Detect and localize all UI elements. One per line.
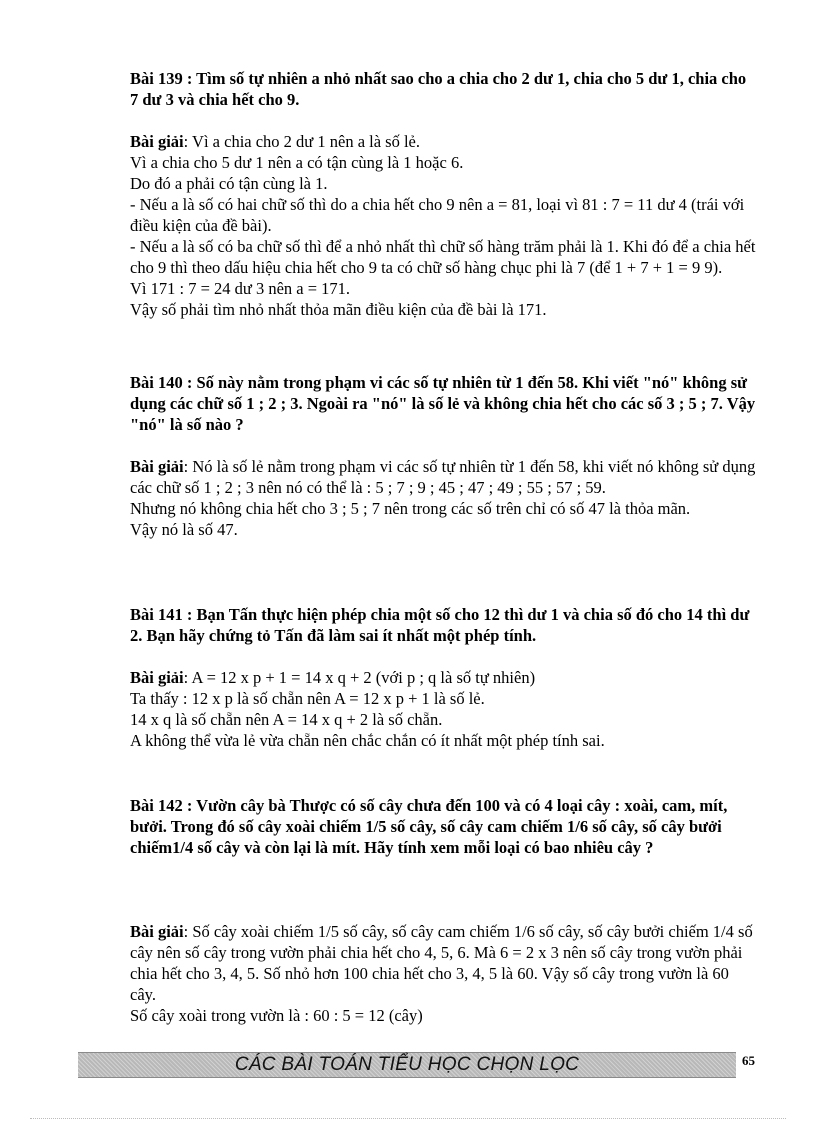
solution-line: Bài giải: A = 12 x p + 1 = 14 x q + 2 (với p ; q là số tự nhiên) <box>130 668 536 687</box>
solution-line: Do đó a phải có tận cùng là 1. <box>130 174 328 193</box>
footer-title: CÁC BÀI TOÁN TIỂU HỌC CHỌN LỌC <box>234 1054 580 1075</box>
solution-line: Bài giải: Vì a chia cho 2 dư 1 nên a là số lẻ. <box>130 132 421 151</box>
problem-heading: Bài 139 : Tìm số tự nhiên a nhỏ nhất sao cho a chia cho 2 dư 1, chia cho 5 dư 1, chia cho 7 dư 3 và chia hết cho 9. <box>130 69 747 109</box>
solution-line: Bài giải: Số cây xoài chiếm 1/5 số cây, số cây cam chiếm 1/6 số cây, số cây bưởi chiếm 1/4 số cây nên số cây trong vườn phải chia hết cho 4, 5, 6. Mà 6 = 2 x 3 nên số cây trong vườn phải chia hết cho 3, 4, 5. Số nhỏ hơn 100 chia hết cho 3, 4, 5 là 60. Vậy số cây trong vườn là 60 cây. <box>130 922 753 1004</box>
problem-140 <box>130 372 758 540</box>
solution-line: Vậy số phải tìm nhỏ nhất thỏa mãn điều kiện của đề bài là 171. <box>130 300 547 319</box>
page-number: 65 <box>742 1053 755 1068</box>
solution-line: - Nếu a là số có ba chữ số thì để a nhỏ nhất thì chữ số hàng trăm phải là 1. Khi đó để a chia hết cho 9 thì theo dấu hiệu chia hết cho 9 ta có chữ số hàng chục phi là 7 (để 1 + 7 + 1 = 9 9). <box>130 237 756 277</box>
solution-label: Bài giải <box>130 668 184 687</box>
footer-banner <box>78 1052 736 1078</box>
solution-line: Số cây xoài trong vườn là : 60 : 5 = 12 (cây) <box>130 1006 423 1025</box>
solution-line: - Nếu a là số có hai chữ số thì do a chia hết cho 9 nên a = 81, loại vì 81 : 7 = 11 dư 4 (trái với điều kiện của đề bài). <box>130 195 745 235</box>
solution-line: Vì 171 : 7 = 24 dư 3 nên a = 171. <box>130 279 351 298</box>
solution <box>130 456 758 540</box>
solution-label: Bài giải <box>130 457 184 476</box>
solution <box>130 131 758 320</box>
solution-line: Vì a chia cho 5 dư 1 nên a có tận cùng là 1 hoặc 6. <box>130 153 464 172</box>
problem-139 <box>130 68 758 320</box>
solution <box>130 921 758 1026</box>
solution-line: Bài giải: Nó là số lẻ nằm trong phạm vi các số tự nhiên từ 1 đến 58, khi viết nó không sử dụng các chữ số 1 ; 2 ; 3 nên nó có thể là : 5 ; 7 ; 9 ; 45 ; 47 ; 49 ; 55 ; 57 ; 59. <box>130 457 756 497</box>
problem-142 <box>130 795 758 1026</box>
problem-141 <box>130 604 758 751</box>
solution-line: A không thể vừa lẻ vừa chẵn nên chắc chắn có ít nhất một phép tính sai. <box>130 731 605 750</box>
solution-line: Nhưng nó không chia hết cho 3 ; 5 ; 7 nên trong các số trên chỉ có số 47 là thỏa mãn. <box>130 499 691 518</box>
problem-heading: Bài 142 : Vườn cây bà Thược có số cây chưa đến 100 và có 4 loại cây : xoài, cam, mít, bưởi. Trong đó số cây xoài chiếm 1/5 số cây, số cây cam chiếm 1/6 số cây, số cây bưởi chiếm1/4 số cây và còn lại là mít. Hãy tính xem mỗi loại có bao nhiêu cây ? <box>130 796 728 857</box>
solution-label: Bài giải <box>130 132 184 151</box>
page-bottom-divider <box>30 1118 786 1119</box>
solution-line: Ta thấy : 12 x p là số chẵn nên A = 12 x p + 1 là số lẻ. <box>130 689 485 708</box>
problem-heading: Bài 141 : Bạn Tấn thực hiện phép chia một số cho 12 thì dư 1 và chia số đó cho 14 thì dư 2. Bạn hãy chứng tỏ Tấn đã làm sai ít nhất một phép tính. <box>130 605 750 645</box>
problem-heading: Bài 140 : Số này nằm trong phạm vi các số tự nhiên từ 1 đến 58. Khi viết "nó" không sử dụng các chữ số 1 ; 2 ; 3. Ngoài ra "nó" là số lẻ và không chia hết cho các số 3 ; 5 ; 7. Vậy "nó" là số nào ? <box>130 373 756 434</box>
solution <box>130 667 758 751</box>
solution-line: Vậy nó là số 47. <box>130 520 238 539</box>
solution-label: Bài giải <box>130 922 184 941</box>
solution-line: 14 x q là số chẵn nên A = 14 x q + 2 là số chẵn. <box>130 710 443 729</box>
